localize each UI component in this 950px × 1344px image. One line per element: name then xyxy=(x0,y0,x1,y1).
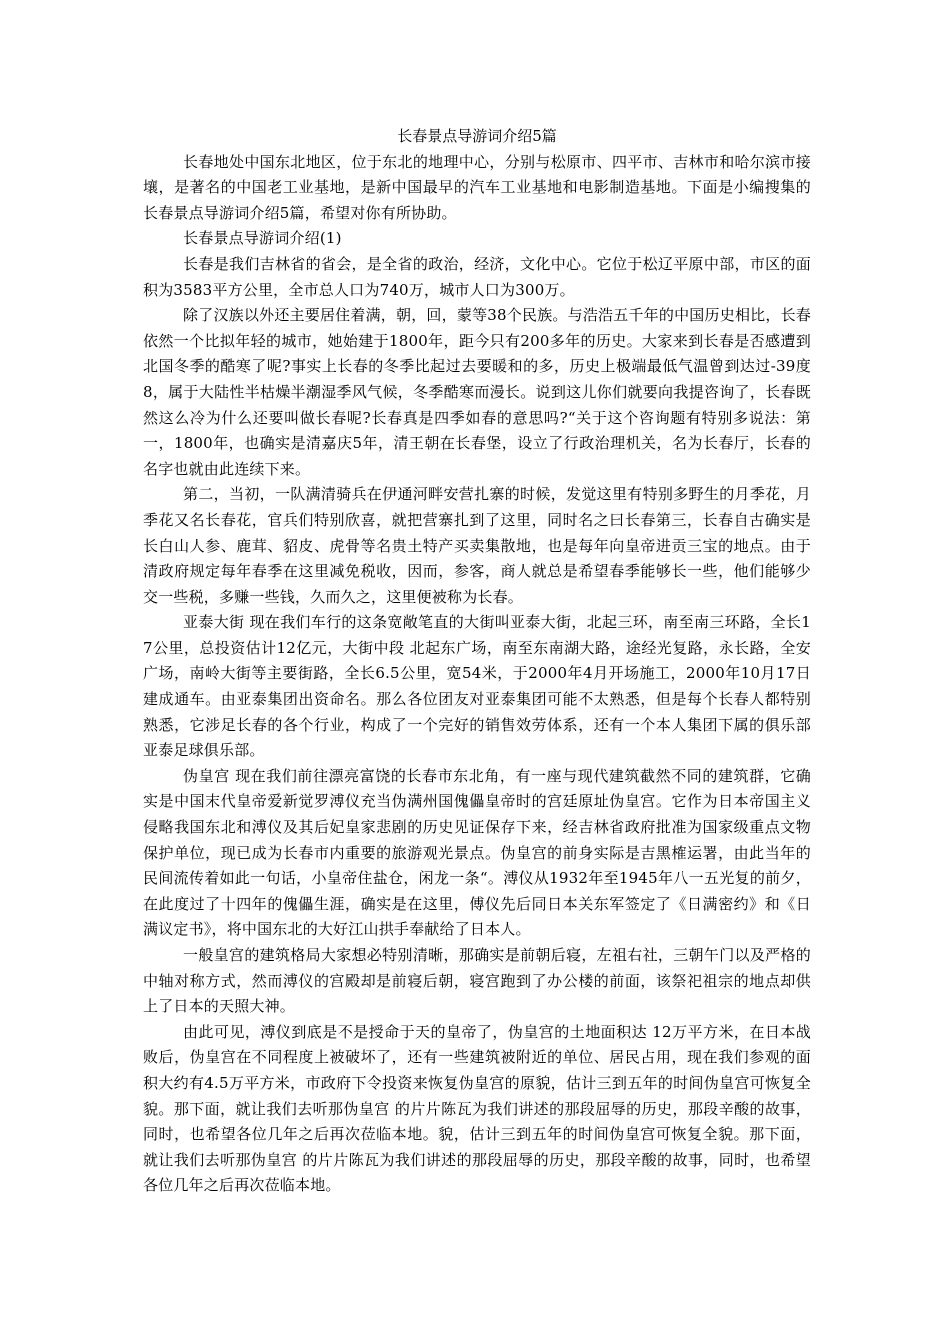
paragraph-history: 除了汉族以外还主要居住着满，朝，回，蒙等38个民族。与浩浩五千年的中国历史相比，长春依然一个比拟年轻的城市，她始建于1800年，距今只有200多年的历史。大家来到长春是否感遭到北国冬季的酷寒了呢?事实上长春的冬季比起过去要暖和的多，历史上极端最低气温曾到达过-39度8，属于大陆性半枯燥半潮湿季风气候，冬季酷寒而漫长。说到这儿你们就要向我提咨询了，长春既然这么冷为什么还要叫做长春呢?长春真是四季如春的意思吗?“关于这个咨询题有特别多说法：第一，1800年，也确实是清嘉庆5年，清王朝在长春堡，设立了行政治理机关，名为长春厅，长春的名字也就由此连续下来。 xyxy=(143,306,811,478)
document-title: 长春景点导游词介绍5篇 xyxy=(397,127,557,145)
paragraph-name-origin: 第二，当初，一队满清骑兵在伊通河畔安营扎寨的时候，发觉这里有特别多野生的月季花，月季花又名长春花，官兵们特别欣喜，就把营寨扎到了这里，同时名之曰长春第三，长春自古确实是长白山人参、鹿茸、貂皮、虎骨等名贵土特产买卖集散地，也是每年向皇帝进贡三宝的地点。由于清政府规定每年春季在这里减免税收，因而，参客，商人就总是希望春季能够长一些，他们能够少交一些税，多赚一些钱，久而久之，这里便被称为长春。 xyxy=(143,485,811,606)
paragraph-overview: 长春是我们吉林省的省会，是全省的政治，经济，文化中心。它位于松辽平原中部，市区的面积为3583平方公里，全市总人口为740万，城市人口为300万。 xyxy=(143,254,811,299)
paragraph-palace-area: 由此可见，溥仪到底是不是授命于天的皇帝了，伪皇宫的土地面积达 12万平方米，在日本战败后，伪皇宫在不同程度上被破坏了，还有一些建筑被附近的单位、居民占用，现在我们参观的面积大约有4.5万平方米，市政府下令投资来恢复伪皇宫的原貌，估计三到五年的时间伪皇宫可恢复全貌。那下面，就让我们去听那伪皇宫 的片片陈瓦为我们讲述的那段屈辱的历史，那段辛酸的故事，同时，也希望各位几年之后再次莅临本地。貌，估计三到五年的时间伪皇宫可恢复全貌。那下面，就让我们去听那伪皇宫 的片片陈瓦为我们讲述的那段屈辱的历史，那段辛酸的故事，同时，也希望各位几年之后再次莅临本地。 xyxy=(143,1022,811,1195)
paragraph-yatai-street: 亚泰大街 现在我们车行的这条宽敞笔直的大街叫亚泰大街，北起三环，南至南三环路，全长17公里，总投资估计12亿元，大街中段 北起东广场，南至东南湖大路，途经光复路，永长路，全安广场，南岭大街等主要街路，全长6.5公里，宽54米，于2000年4月开场施工，2000年10月17日建成通车。由亚泰集团出资命名。那么各位团友对亚泰集团可能不太熟悉，但是每个长春人都特别熟悉，它涉足长春的各个行业，构成了一个完好的销售效劳体系，还有一个本人集团下属的俱乐部亚泰足球俱乐部。 xyxy=(143,613,811,760)
section-heading: 长春景点导游词介绍(1) xyxy=(183,229,342,248)
document-page xyxy=(143,124,811,1199)
paragraph-palace-layout: 一般皇宫的建筑格局大家想必特别清晰，那确实是前朝后寝，左祖右社，三朝午门以及严格的中轴对称方式，然而溥仪的宫殿却是前寝后朝，寝宫跑到了办公楼的前面，该祭祀祖宗的地点却供上了日本的天照大神。 xyxy=(143,946,811,1016)
intro-paragraph: 长春地处中国东北地区，位于东北的地理中心，分别与松原市、四平市、吉林市和哈尔滨市接壤，是著名的中国老工业基地，是新中国最早的汽车工业基地和电影制造基地。下面是小编搜集的长春景点导游词介绍5篇，希望对你有所协助。 xyxy=(143,152,811,222)
paragraph-puppet-palace: 伪皇宫 现在我们前往漂亮富饶的长春市东北角，有一座与现代建筑截然不同的建筑群，它确实是中国末代皇帝爱新觉罗溥仪充当伪满州国傀儡皇帝时的宫廷原址伪皇宫。它作为日本帝国主义侵略我国东北和溥仪及其后妃皇家悲剧的历史见证保存下来，经吉林省政府批准为国家级重点文物保护单位，现已成为长春市内重要的旅游观光景点。伪皇宫的前身实际是吉黑榷运署，由此当年的民间流传着如此一句话，小皇帝住盐仓，闲龙一条“。溥仪从1932年至1945年八一五光复的前夕，在此度过了十四年的傀儡生涯，确实是在这里，傅仪先后同日本关东军签定了《日满密约》和《日满议定书》，将中国东北的大好江山拱手奉献给了日本人。 xyxy=(143,766,811,939)
